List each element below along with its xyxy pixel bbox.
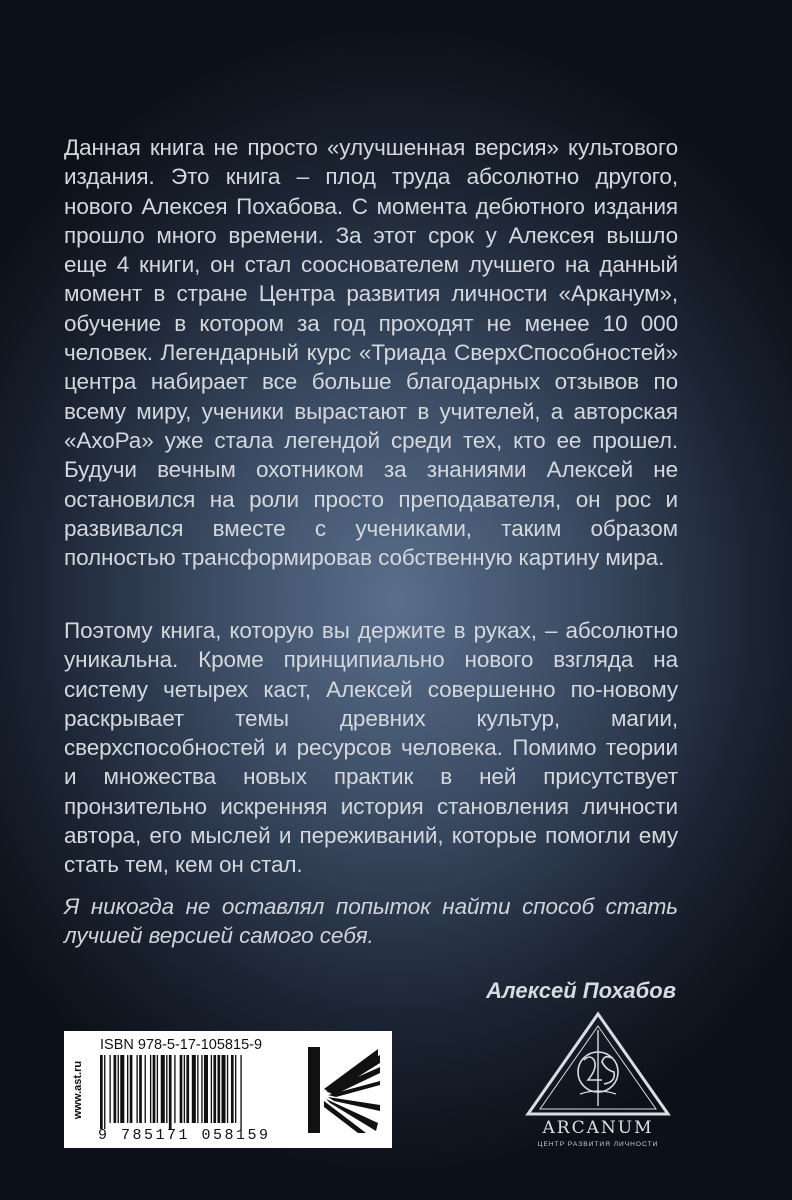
barcode-bar bbox=[161, 1055, 165, 1123]
barcode-bar bbox=[222, 1055, 226, 1123]
barcode-bar bbox=[145, 1055, 146, 1123]
barcode-bar bbox=[174, 1055, 175, 1123]
barcode-bar bbox=[169, 1055, 172, 1129]
barcode-bar bbox=[240, 1055, 241, 1129]
barcode-bar bbox=[166, 1055, 167, 1123]
barcode-bar bbox=[127, 1055, 128, 1123]
barcode-bar bbox=[100, 1055, 103, 1129]
description-paragraph-2: Поэтому книга, которую вы держите в руках, – абсолютно уникальна. Кроме принципиально нового взгляда на систему четырех каст, Алексей совершенно по-новому раскрывает темы древних культур, магии, сверхспособностей и ресурсов человека. Помимо теории и множества новых практик в ней присутствует пронзительно искренняя история становления личности автора, его мыслей и переживаний, которые помогли ему стать тем, кем он стал. bbox=[64, 618, 678, 878]
barcode-bar bbox=[150, 1055, 151, 1123]
barcode-bar bbox=[153, 1055, 156, 1123]
description-paragraph-1: Данная книга не просто «улучшенная версия» культового издания. Это книга – плод труда абсолютно другого, нового Алексея Похабова. С момента дебютного издания прошло много времени. За этот срок у Алексея вышло еще 4 книги, он стал сооснователем лучшего на данный момент в стране Центра развития личности «Арканум», обучение в котором за год проходят не менее 10 000 человек. Легендарный курс «Триада СверхСпособностей» центра набирает все больше благодарных отзывов по всему миру, ученики вырастают в учителей, а авторская «АхоРа» уже стала легендой среди тех, кто ее прошел. Будучи вечным охотником за знаниями Алексей не остановился на роли просто преподавателя, он рос и развивался вместе с учениками, таким образом полностью трансформировав собственную картину мира. bbox=[64, 135, 678, 571]
barcode-bar bbox=[192, 1055, 196, 1123]
isbn-digits: 9 785171 058159 bbox=[98, 1127, 271, 1144]
author-quote: Я никогда не оставлял попыток найти способ стать лучшей версией самого себя. bbox=[64, 894, 678, 949]
barcode-bar bbox=[157, 1055, 158, 1123]
barcode-bar bbox=[213, 1055, 216, 1123]
arcanum-triangle-icon bbox=[518, 1010, 678, 1118]
barcode-bar bbox=[118, 1055, 119, 1123]
barcode-bar bbox=[114, 1055, 117, 1123]
isbn-label: ISBN 978-5-17-105815-9 bbox=[100, 1037, 263, 1053]
barcode-bar bbox=[201, 1055, 202, 1123]
barcode-bar bbox=[139, 1055, 142, 1123]
barcode-bar bbox=[104, 1055, 105, 1129]
barcode-bar bbox=[120, 1055, 124, 1123]
publisher-site bbox=[66, 1031, 90, 1148]
barcode-bar bbox=[186, 1055, 189, 1123]
publisher-k-logo bbox=[300, 1039, 386, 1141]
barcode-bar bbox=[180, 1055, 183, 1123]
barcode-bar bbox=[136, 1055, 137, 1123]
barcode-bar bbox=[211, 1055, 212, 1123]
barcode-bar bbox=[109, 1055, 110, 1123]
barcode-bar bbox=[217, 1055, 220, 1123]
barcode-bar bbox=[231, 1055, 234, 1123]
barcode-bar bbox=[184, 1055, 185, 1123]
barcode-bars bbox=[98, 1055, 294, 1129]
arcanum-subtitle: ЦЕНТР РАЗВИТИЯ ЛИЧНОСТИ bbox=[537, 1141, 659, 1148]
barcode-bar bbox=[235, 1055, 236, 1123]
barcode-bar bbox=[227, 1055, 228, 1123]
barcode-panel bbox=[64, 1031, 392, 1148]
publisher-site-text: www.ast.ru bbox=[72, 1060, 84, 1119]
barcode-bar bbox=[197, 1055, 198, 1123]
barcode-bar bbox=[204, 1055, 208, 1123]
barcode-bar bbox=[130, 1055, 133, 1123]
arcanum-logo bbox=[518, 1010, 678, 1160]
arcanum-name: ARCANUM bbox=[542, 1118, 654, 1138]
author-name: Алексей Похабов bbox=[486, 978, 676, 1003]
